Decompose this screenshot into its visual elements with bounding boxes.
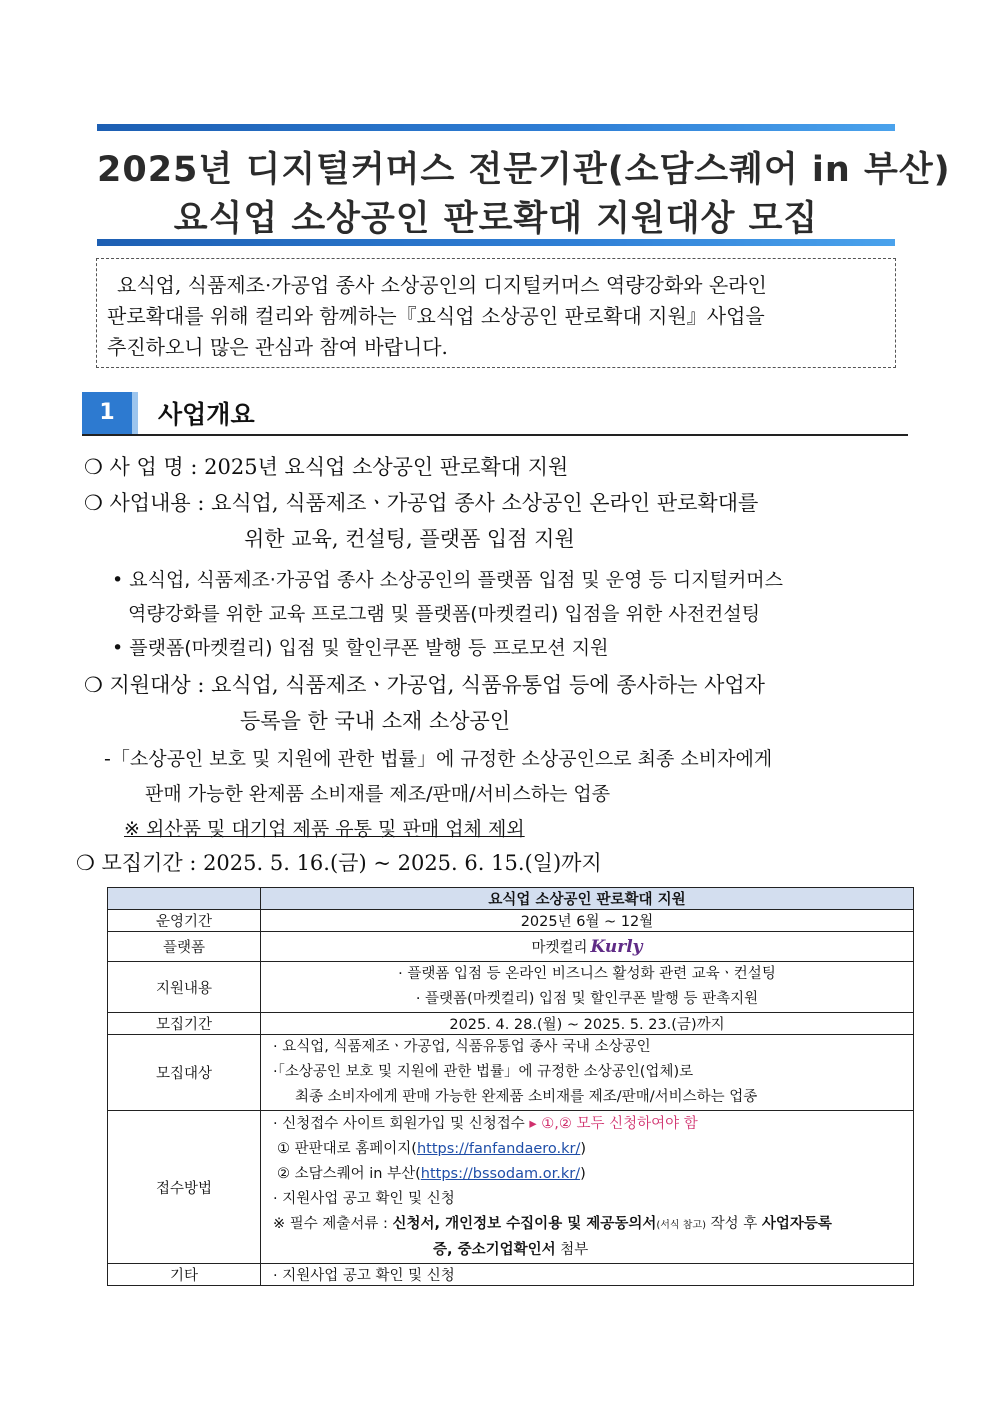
site-paren: ) bbox=[580, 1165, 586, 1182]
recruit-period-value: 2025. 4. 28.(월) ~ 2025. 5. 23.(금)까지 bbox=[261, 1013, 914, 1035]
table-row bbox=[108, 910, 914, 932]
table-row bbox=[108, 1035, 914, 1111]
support-line: · 플랫폼 입점 등 온라인 비즈니스 활성화 관련 교육ㆍ컨설팅 bbox=[398, 966, 776, 982]
row-label: 접수방법 bbox=[108, 1111, 261, 1264]
required-docs bbox=[273, 1212, 907, 1238]
row-label: 모집기간 bbox=[108, 1013, 261, 1035]
apply-line bbox=[273, 1112, 907, 1137]
intro-box bbox=[96, 258, 896, 368]
fanfandaero-link[interactable]: https://fanfandaero.kr/ bbox=[416, 1140, 581, 1157]
target-line: ·「소상공인 보호 및 지원에 관한 법률」에 규정한 소상공인(업체)로 bbox=[273, 1064, 694, 1080]
intro-line: 판로확대를 위해 컬리와 함께하는『요식업 소상공인 판로확대 지원』사업을 bbox=[107, 304, 765, 328]
table-row bbox=[108, 962, 914, 1013]
support-target: ❍ 지원대상 : 요식업, 식품제조ㆍ가공업, 식품유통업 등에 종사하는 사업자 bbox=[84, 673, 765, 697]
table-header-row bbox=[108, 888, 914, 910]
target-line: 최종 소비자에게 판매 가능한 완제품 소비재를 제조/판매/서비스하는 업종 bbox=[295, 1089, 758, 1105]
section-number: 1 bbox=[82, 392, 132, 434]
intro-line: 요식업, 식품제조·가공업 종사 소상공인의 디지털커머스 역량강화와 온라인 bbox=[117, 273, 767, 297]
row-label: 운영기간 bbox=[108, 910, 261, 932]
row-label: 지원내용 bbox=[108, 962, 261, 1013]
apply-step: · 신청접수 사이트 회원가입 및 신청접수 bbox=[273, 1115, 525, 1132]
recruit-target-content bbox=[261, 1035, 914, 1111]
docs-end: 첨부 bbox=[560, 1241, 589, 1258]
site-label: ① 판판대로 홈페이지( bbox=[277, 1140, 417, 1157]
support-target-cont: 등록을 한 국내 소재 소상공인 bbox=[240, 709, 511, 733]
exclusion-note: ※ 외산품 및 대기업 제품 유통 및 판매 업체 제외 bbox=[124, 818, 525, 840]
table-row bbox=[108, 1264, 914, 1286]
platform-name: 마켓컬리 bbox=[531, 940, 588, 956]
apply-site bbox=[273, 1162, 907, 1187]
docs-prefix: ※ 필수 제출서류 : bbox=[273, 1215, 388, 1232]
title-bottom-rule bbox=[97, 239, 895, 246]
target-note-cont: 판매 가능한 완제품 소비재를 제조/판매/서비스하는 업종 bbox=[145, 783, 611, 805]
page-title-line1: 2025년 디지털커머스 전문기관(소담스퀘어 in 부산) bbox=[97, 150, 951, 190]
business-content: ❍ 사업내용 : 요식업, 식품제조ㆍ가공업 종사 소상공인 온라인 판로확대를 bbox=[84, 491, 759, 515]
row-label: 플랫폼 bbox=[108, 932, 261, 962]
bssodam-link[interactable]: https://bssodam.or.kr/ bbox=[420, 1165, 581, 1182]
support-content bbox=[261, 962, 914, 1013]
apply-note: ▸ ①,② 모두 신청하여야 함 bbox=[529, 1115, 698, 1132]
recruit-period: ❍ 모집기간 : 2025. 5. 16.(금) ~ 2025. 6. 15.(일)까지 bbox=[76, 851, 602, 875]
section-rule bbox=[82, 434, 908, 436]
site-paren: ) bbox=[580, 1140, 587, 1157]
table-row bbox=[108, 1013, 914, 1035]
business-name: ❍ 사 업 명 : 2025년 요식업 소상공인 판로확대 지원 bbox=[84, 455, 569, 479]
docs-mid: 작성 후 bbox=[710, 1215, 758, 1232]
section-title: 사업개요 bbox=[158, 400, 255, 429]
row-label: 모집대상 bbox=[108, 1035, 261, 1111]
kurly-logo: Kurly bbox=[590, 937, 643, 957]
site-label: ② 소담스퀘어 in 부산( bbox=[277, 1165, 421, 1182]
table-row bbox=[108, 1111, 914, 1264]
title-top-rule bbox=[97, 124, 895, 131]
content-bullet: • 플랫폼(마켓컬리) 입점 및 할인쿠폰 발행 등 프로모션 지원 bbox=[112, 637, 609, 659]
intro-line: 추진하오니 많은 관심과 참여 바랍니다. bbox=[107, 335, 448, 359]
apply-line: · 지원사업 공고 확인 및 신청 bbox=[273, 1190, 455, 1207]
row-label: 기타 bbox=[108, 1264, 261, 1286]
table-corner-cell bbox=[108, 888, 261, 910]
support-line: · 플랫폼(마켓컬리) 입점 및 할인쿠폰 발행 등 판촉지원 bbox=[415, 991, 759, 1007]
required-docs-cont bbox=[273, 1238, 907, 1263]
info-table bbox=[107, 887, 914, 1286]
table-row bbox=[108, 932, 914, 962]
table-header: 요식업 소상공인 판로확대 지원 bbox=[261, 888, 914, 910]
page-title-line2: 요식업 소상공인 판로확대 지원대상 모집 bbox=[173, 199, 819, 239]
operation-period: 2025년 6월 ~ 12월 bbox=[261, 910, 914, 932]
docs-list: 사업자등록 bbox=[761, 1215, 832, 1232]
section-number-edge bbox=[132, 392, 138, 434]
apply-content bbox=[261, 1111, 914, 1264]
docs-list: 증, 중소기업확인서 bbox=[433, 1241, 556, 1258]
etc-value: · 지원사업 공고 확인 및 신청 bbox=[261, 1264, 914, 1286]
docs-list: 신청서, 개인정보 수집이용 및 제공동의서 bbox=[392, 1215, 657, 1232]
docs-form-note: (서식 참고) bbox=[656, 1219, 706, 1231]
content-bullet: • 요식업, 식품제조·가공업 종사 소상공인의 플랫폼 입점 및 운영 등 디지털커머스 bbox=[112, 569, 784, 591]
target-note: -「소상공인 보호 및 지원에 관한 법률」에 규정한 소상공인으로 최종 소비자에게 bbox=[104, 748, 773, 770]
target-line: · 요식업, 식품제조ㆍ가공업, 식품유통업 종사 국내 소상공인 bbox=[273, 1039, 651, 1055]
platform-cell bbox=[261, 932, 914, 962]
content-bullet-cont: 역량강화를 위한 교육 프로그램 및 플랫폼(마켓컬리) 입점을 위한 사전컨설팅 bbox=[128, 603, 761, 625]
apply-site bbox=[273, 1137, 907, 1162]
business-content-cont: 위한 교육, 컨설팅, 플랫폼 입점 지원 bbox=[244, 527, 575, 551]
